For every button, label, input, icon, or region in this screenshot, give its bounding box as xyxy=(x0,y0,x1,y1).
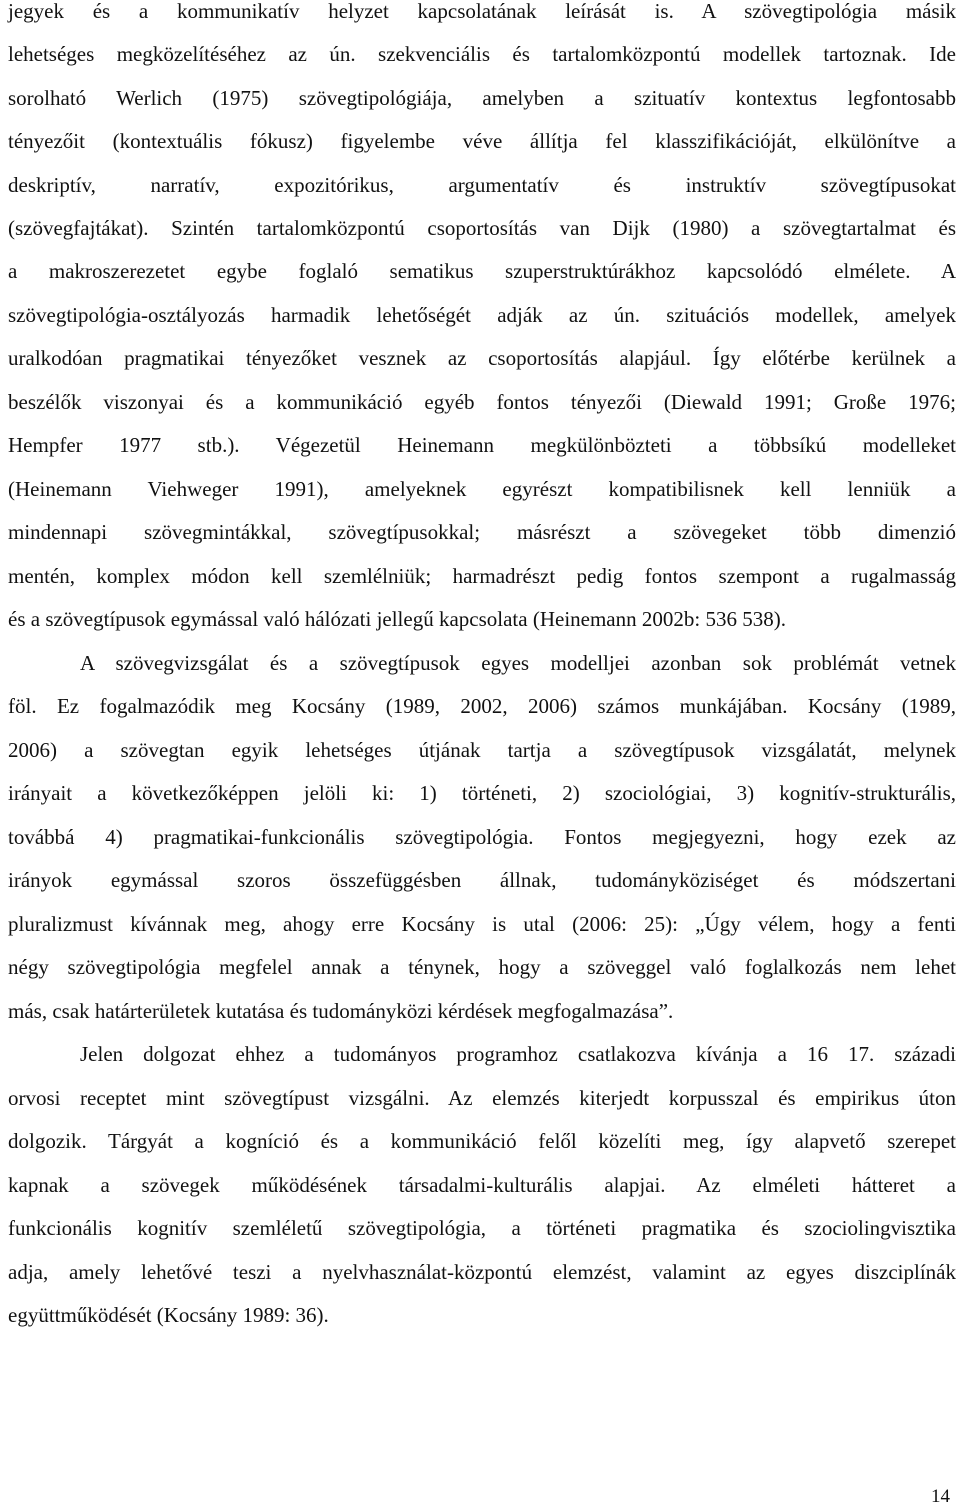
text-line: jegyek és a kommunikatív helyzet kapcsolatának leírását is. A szövegtipológia másik xyxy=(8,0,956,23)
text-line: 2006) a szövegtan egyik lehetséges útjának tartja a szövegtípusok vizsgálatát, melynek xyxy=(8,738,956,762)
text-line: mentén, komplex módon kell szemlélniük; harmadrészt pedig fontos szempont a rugalmasság xyxy=(8,564,956,588)
text-line: Jelen dolgozat ehhez a tudományos programhoz csatlakozva kívánja a 16 17. századi xyxy=(80,1042,956,1066)
text-line: más, csak határterületek kutatása és tudományközi kérdések megfogalmazása”. xyxy=(8,999,674,1023)
text-line: dolgozik. Tárgyát a kogníció és a kommunikáció felől közelíti meg, így alapvető szerepet xyxy=(8,1129,956,1153)
text-line: a makroszerezetet egybe foglaló sematikus szuperstruktúrákhoz kapcsolódó elmélete. A xyxy=(8,259,956,283)
text-line: szövegtipológia-osztályozás harmadik lehetőségét adják az ún. szituációs modellek, amelyek xyxy=(8,303,956,327)
text-line: uralkodóan pragmatikai tényezőket vesznek az csoportosítás alapjául. Így előtérbe kerülnek a xyxy=(8,346,956,370)
text-line: (Heinemann Viehweger 1991), amelyeknek egyrészt kompatibilisnek kell lenniük a xyxy=(8,477,956,501)
text-line: funkcionális kognitív szemléletű szövegtipológia, a történeti pragmatika és szociolingvisztika xyxy=(8,1216,956,1240)
text-line: (szövegfajtákat). Szintén tartalomközpontú csoportosítás van Dijk (1980) a szövegtartalmat és xyxy=(8,216,956,240)
text-line: deskriptív, narratív, expozitórikus, argumentatív és instruktív szövegtípusokat xyxy=(8,173,956,197)
text-line: Hempfer 1977 stb.). Végezetül Heinemann megkülönbözteti a többsíkú modelleket xyxy=(8,433,956,457)
text-line: orvosi receptet mint szövegtípust vizsgálni. Az elemzés kiterjedt korpusszal és empirikus úton xyxy=(8,1086,956,1110)
text-line: adja, amely lehetővé teszi a nyelvhasználat-központú elemzést, valamint az egyes diszciplínák xyxy=(8,1260,956,1284)
text-line: mindennapi szövegmintákkal, szövegtípusokkal; másrészt a szövegeket több dimenzió xyxy=(8,520,956,544)
text-line: föl. Ez fogalmazódik meg Kocsány (1989, 2002, 2006) számos munkájában. Kocsány (1989, xyxy=(8,694,956,718)
text-line: A szövegvizsgálat és a szövegtípusok egyes modelljei azonban sok problémát vetnek xyxy=(80,651,956,675)
page-number: 14 xyxy=(931,1486,950,1507)
text-line: irányok egymással szoros összefüggésben állnak, tudományköziséget és módszertani xyxy=(8,868,956,892)
text-line: irányait a következőképpen jelöli ki: 1) történeti, 2) szociológiai, 3) kognitív-strukturális, xyxy=(8,781,956,805)
text-line: tényezőit (kontextuális fókusz) figyelembe véve állítja fel klasszifikációját, elkülönítve a xyxy=(8,129,956,153)
text-line: együttműködését (Kocsány 1989: 36). xyxy=(8,1303,329,1327)
text-line: négy szövegtipológia megfelel annak a ténynek, hogy a szöveggel való foglalkozás nem lehet xyxy=(8,955,956,979)
text-line: pluralizmust kívánnak meg, ahogy erre Kocsány is utal (2006: 25): „Úgy vélem, hogy a fenti xyxy=(8,912,956,936)
text-line: sorolható Werlich (1975) szövegtipológiája, amelyben a szituatív kontextus legfontosabb xyxy=(8,86,956,110)
text-line: beszélők viszonyai és a kommunikáció egyéb fontos tényezői (Diewald 1991; Große 1976; xyxy=(8,390,956,414)
text-line: kapnak a szövegek működésének társadalmi-kulturális alapjai. Az elméleti hátteret a xyxy=(8,1173,956,1197)
text-line: továbbá 4) pragmatikai-funkcionális szövegtipológia. Fontos megjegyezni, hogy ezek az xyxy=(8,825,956,849)
text-line: és a szövegtípusok egymással való hálózati jellegű kapcsolata (Heinemann 2002b: 536 538). xyxy=(8,607,786,631)
text-line: lehetséges megközelítéséhez az ún. szekvenciális és tartalomközpontú modellek tartoznak. Ide xyxy=(8,42,956,66)
